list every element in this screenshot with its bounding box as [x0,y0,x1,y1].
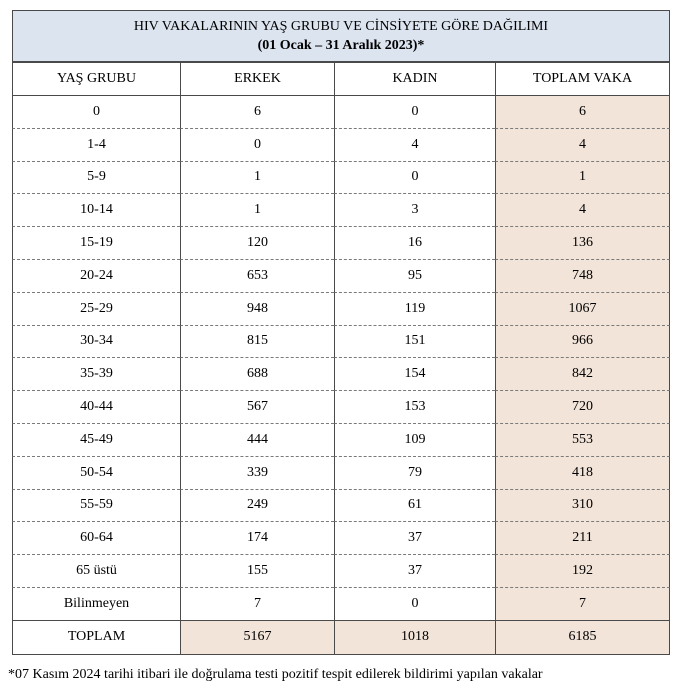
table-title-box [12,10,670,62]
cell-female: 119 [334,293,495,326]
table-row [12,555,670,588]
cell-male: 7 [180,588,334,621]
col-header-male: ERKEK [180,62,334,96]
cell-female: 151 [334,326,495,359]
cell-male: 1 [180,162,334,195]
hiv-table-container [12,10,670,655]
cell-female: 0 [334,162,495,195]
table-body [12,96,670,621]
cell-age-group: 65 üstü [12,555,180,588]
cell-male: 567 [180,391,334,424]
totals-female: 1018 [334,621,495,655]
cell-female: 37 [334,522,495,555]
table-subtitle-date-range: (01 Ocak – 31 Aralık 2023)* [257,38,425,53]
table-row [12,358,670,391]
cell-total: 553 [495,424,670,457]
cell-total: 1 [495,162,670,195]
cell-total: 211 [495,522,670,555]
cell-male: 249 [180,490,334,523]
cell-total: 6 [495,96,670,129]
age-gender-table [12,62,670,655]
table-row [12,391,670,424]
cell-female: 37 [334,555,495,588]
cell-age-group: 30-34 [12,326,180,359]
totals-label: TOPLAM [12,621,180,655]
cell-female: 61 [334,490,495,523]
cell-total: 842 [495,358,670,391]
cell-male: 444 [180,424,334,457]
cell-male: 174 [180,522,334,555]
cell-total: 310 [495,490,670,523]
table-row [12,129,670,162]
cell-female: 79 [334,457,495,490]
cell-age-group: 20-24 [12,260,180,293]
table-row [12,424,670,457]
cell-age-group: 35-39 [12,358,180,391]
cell-age-group: 55-59 [12,490,180,523]
cell-male: 0 [180,129,334,162]
cell-total: 7 [495,588,670,621]
cell-age-group: 1-4 [12,129,180,162]
cell-total: 418 [495,457,670,490]
cell-female: 3 [334,194,495,227]
cell-male: 815 [180,326,334,359]
header-row [12,62,670,96]
cell-male: 120 [180,227,334,260]
cell-male: 688 [180,358,334,391]
table-title: HIV VAKALARININ YAŞ GRUBU VE CİNSİYETE GÖRE DAĞILIMI [133,19,549,34]
cell-age-group: 15-19 [12,227,180,260]
cell-total: 192 [495,555,670,588]
cell-female: 154 [334,358,495,391]
table-row [12,162,670,195]
totals-row [12,621,670,655]
cell-female: 4 [334,129,495,162]
cell-total: 136 [495,227,670,260]
table-row [12,194,670,227]
cell-male: 1 [180,194,334,227]
col-header-female: KADIN [334,62,495,96]
cell-female: 95 [334,260,495,293]
cell-total: 748 [495,260,670,293]
cell-female: 153 [334,391,495,424]
totals-male: 5167 [180,621,334,655]
cell-total: 720 [495,391,670,424]
table-row [12,588,670,621]
table-row [12,326,670,359]
cell-female: 16 [334,227,495,260]
cell-age-group: 0 [12,96,180,129]
cell-age-group: 5-9 [12,162,180,195]
cell-female: 0 [334,588,495,621]
totals-total: 6185 [495,621,670,655]
cell-age-group: 40-44 [12,391,180,424]
cell-male: 339 [180,457,334,490]
table-row [12,293,670,326]
table-row [12,96,670,129]
cell-total: 4 [495,129,670,162]
table-row [12,522,670,555]
footnote: *07 Kasım 2024 tarihi itibari ile doğrulama testi pozitif tespit edilerek bildirimi yapılan vakalar [8,667,543,682]
cell-male: 155 [180,555,334,588]
cell-female: 109 [334,424,495,457]
cell-age-group: 45-49 [12,424,180,457]
cell-male: 948 [180,293,334,326]
cell-female: 0 [334,96,495,129]
table-row [12,227,670,260]
cell-total: 4 [495,194,670,227]
table-row [12,490,670,523]
cell-total: 966 [495,326,670,359]
cell-age-group: Bilinmeyen [12,588,180,621]
cell-age-group: 50-54 [12,457,180,490]
cell-age-group: 10-14 [12,194,180,227]
col-header-total: TOPLAM VAKA [495,62,670,96]
cell-male: 653 [180,260,334,293]
table-row [12,457,670,490]
table-row [12,260,670,293]
col-header-age-group: YAŞ GRUBU [12,62,180,96]
cell-age-group: 60-64 [12,522,180,555]
cell-age-group: 25-29 [12,293,180,326]
cell-total: 1067 [495,293,670,326]
cell-male: 6 [180,96,334,129]
